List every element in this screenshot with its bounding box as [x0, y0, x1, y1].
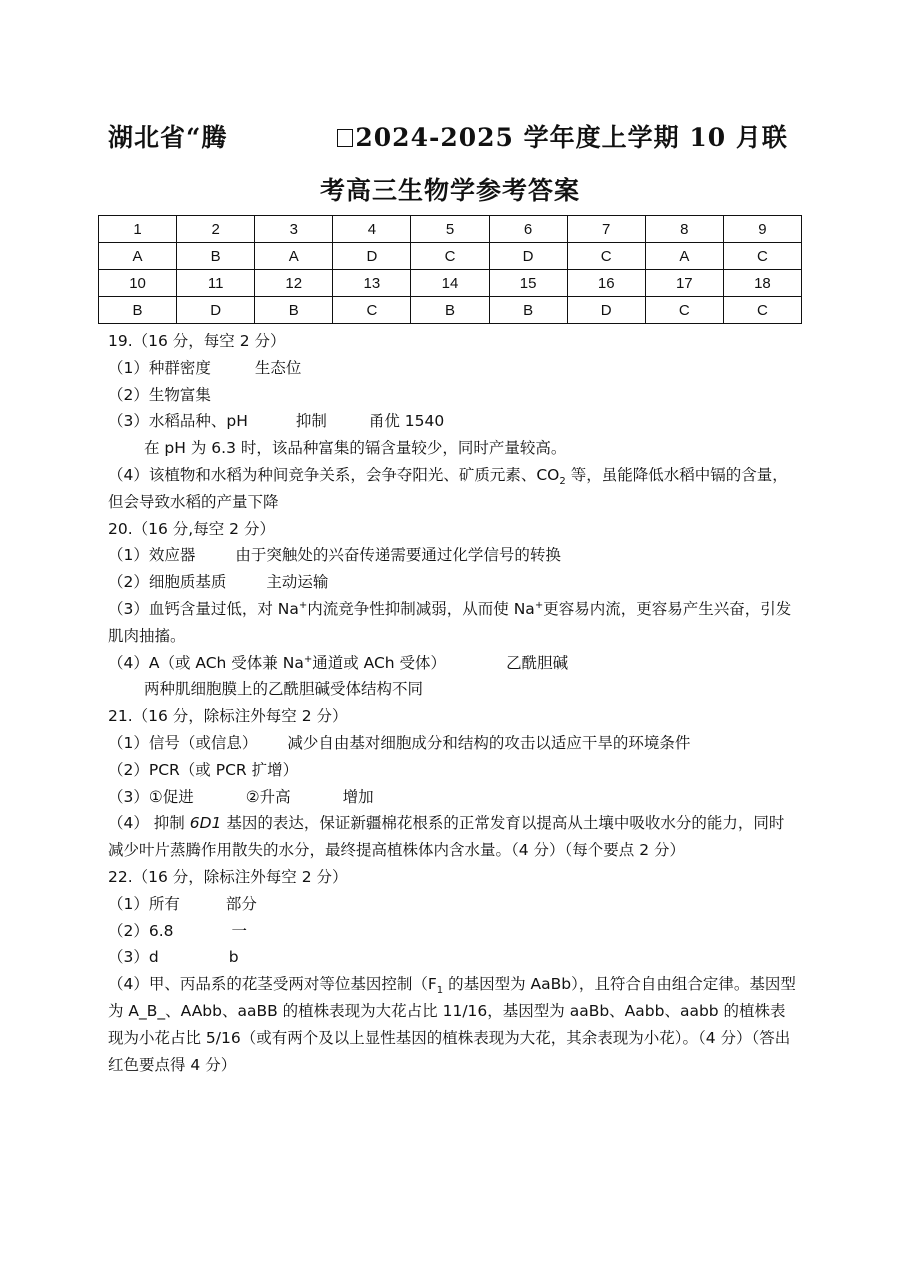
- answer-text: 等，虽能降低水稻中镉的含量，但会导致水稻的产量下降: [108, 465, 788, 511]
- table-cell: B: [255, 297, 333, 324]
- q22-part2: [108, 918, 798, 945]
- table-cell: C: [411, 243, 489, 270]
- answer-text: 由于突触处的兴奋传递需要通过化学信号的转换: [235, 546, 561, 565]
- document-title-line2: 考高三生物学参考答案: [319, 176, 580, 205]
- answer-text: 的基因型为 AaBb），且符合自由组合定律。基因型为 A_B_、AAbb、aaBB 的植株表现为大花占比 11/16，基因型为 aaBb、Aabb、aabb 的植株表现为小花占比 5/16（或有两个及以上显性基因的植株表现为大花，其余表现为小花）。（4 分）（答出红色要点得 4 分）: [108, 975, 796, 1074]
- table-cell: A: [99, 243, 177, 270]
- table-cell: 15: [489, 270, 567, 297]
- answer-body: [108, 328, 798, 1078]
- answer-text: 通道或 ACh 受体）: [312, 653, 447, 672]
- table-cell: D: [567, 297, 645, 324]
- table-cell: B: [411, 297, 489, 324]
- answer-text: 增加: [342, 787, 374, 806]
- table-cell: 1: [99, 216, 177, 243]
- q22-part1: [108, 891, 798, 918]
- table-row: [99, 270, 802, 297]
- answer-text: （1）所有: [108, 894, 180, 913]
- table-row: [99, 216, 802, 243]
- table-cell: 16: [567, 270, 645, 297]
- answer-text: （3）d: [108, 948, 159, 967]
- superscript: +: [534, 599, 544, 611]
- answer-text: （2）6.8: [108, 921, 174, 940]
- answer-text: （3）水稻品种、pH: [108, 412, 248, 431]
- gene-name: 6D1: [189, 814, 222, 833]
- answer-text: 基因的表达，保证新疆棉花根系的正常发育以提高从土壤中吸收水分的能力，同时减少叶片蒸腾作用散失的水分，最终提高植株体内含水量。（4 分）（每个要点 2 分）: [108, 814, 785, 860]
- answer-text: 抑制: [295, 412, 327, 431]
- answer-text: （4）A（或 ACh 受体兼 Na: [108, 653, 304, 672]
- q21-part4: [108, 810, 798, 864]
- table-cell: 14: [411, 270, 489, 297]
- answer-text: 一: [231, 921, 248, 940]
- table-row: [99, 297, 802, 324]
- q22-part3: [108, 944, 798, 971]
- subscript: 2: [559, 476, 566, 488]
- table-cell: 13: [333, 270, 411, 297]
- answer-text: 部分: [225, 894, 257, 913]
- table-cell: C: [333, 297, 411, 324]
- answer-text: 甬优 1540: [368, 412, 445, 431]
- table-cell: C: [723, 297, 801, 324]
- table-cell: 6: [489, 216, 567, 243]
- answer-text: （4）甲、丙品系的花茎受两对等位基因控制（F: [108, 975, 437, 994]
- q20-part4: [108, 650, 798, 677]
- answer-text: 乙酰胆碱: [506, 653, 569, 672]
- answer-text: 内流竞争性抑制减弱，从而使 Na: [307, 599, 535, 618]
- table-cell: D: [333, 243, 411, 270]
- table-cell: C: [645, 297, 723, 324]
- q22-part4: [108, 971, 798, 1078]
- table-cell: 18: [723, 270, 801, 297]
- table-cell: B: [99, 297, 177, 324]
- q19-part1: [108, 355, 798, 382]
- table-row: [99, 243, 802, 270]
- table-cell: 5: [411, 216, 489, 243]
- q21-part2: （2）PCR（或 PCR 扩增）: [108, 760, 299, 779]
- table-cell: C: [723, 243, 801, 270]
- q21-header: 21.（16 分，除标注外每空 2 分）: [108, 707, 348, 726]
- q19-part4: [108, 462, 798, 516]
- table-cell: C: [567, 243, 645, 270]
- answer-text: （4）该植物和水稻为种间竞争关系，会争夺阳光、矿质元素、CO: [108, 465, 560, 484]
- superscript: +: [303, 653, 313, 665]
- q20-part1: [108, 542, 798, 569]
- table-cell: 4: [333, 216, 411, 243]
- table-cell: 9: [723, 216, 801, 243]
- table-cell: D: [489, 243, 567, 270]
- answer-text: 生态位: [254, 358, 302, 377]
- answer-text: （1）信号（或信息）: [108, 733, 258, 752]
- table-cell: 7: [567, 216, 645, 243]
- q22-header: 22.（16 分，除标注外每空 2 分）: [108, 867, 348, 886]
- answer-text: 减少自由基对细胞成分和结构的攻击以适应干旱的环境条件: [287, 733, 691, 752]
- q19-part3: [108, 408, 798, 435]
- q20-header: 20.（16 分,每空 2 分）: [108, 519, 275, 538]
- answer-text: （1）种群密度: [108, 358, 211, 377]
- table-cell: D: [177, 297, 255, 324]
- q20-part2: [108, 569, 798, 596]
- q20-part4-explanation: 两种肌细胞膜上的乙酰胆碱受体结构不同: [144, 680, 424, 699]
- q19-part3-explanation: 在 pH 为 6.3 时，该品种富集的镉含量较少，同时产量较高。: [144, 439, 567, 458]
- q20-part3: [108, 596, 798, 650]
- answer-table: [98, 215, 802, 324]
- table-cell: 12: [255, 270, 333, 297]
- q19-part2: （2）生物富集: [108, 385, 211, 404]
- answer-text: 更容易内流，更容易产生兴奋，引发肌肉抽搐。: [108, 599, 792, 645]
- answer-text: ②升高: [245, 787, 291, 806]
- title-part-b: 2024-2025 学年度上学期 10 月联: [355, 123, 788, 152]
- table-cell: 8: [645, 216, 723, 243]
- table-cell: 11: [177, 270, 255, 297]
- table-cell: B: [489, 297, 567, 324]
- answer-text: （4） 抑制: [108, 814, 190, 833]
- table-cell: A: [645, 243, 723, 270]
- answer-text: （2）细胞质基质: [108, 573, 227, 592]
- answer-text: b: [228, 948, 239, 967]
- table-cell: 10: [99, 270, 177, 297]
- answer-text: （3）血钙含量过低，对 Na: [108, 599, 299, 618]
- table-cell: B: [177, 243, 255, 270]
- q21-part3: [108, 784, 798, 811]
- q21-part1: [108, 730, 798, 757]
- title-part-a: 湖北省“腾: [108, 123, 228, 152]
- table-cell: A: [255, 243, 333, 270]
- table-cell: 2: [177, 216, 255, 243]
- document-title-line1: [108, 118, 808, 154]
- missing-glyph-box-icon: [337, 129, 353, 147]
- superscript: +: [298, 599, 308, 611]
- table-cell: 17: [645, 270, 723, 297]
- answer-text: 主动运输: [266, 573, 329, 592]
- q19-header: 19.（16 分，每空 2 分）: [108, 332, 286, 350]
- answer-text: （3）①促进: [108, 787, 194, 806]
- table-cell: 3: [255, 216, 333, 243]
- subscript: 1: [436, 985, 444, 997]
- answer-text: （1）效应器: [108, 546, 196, 565]
